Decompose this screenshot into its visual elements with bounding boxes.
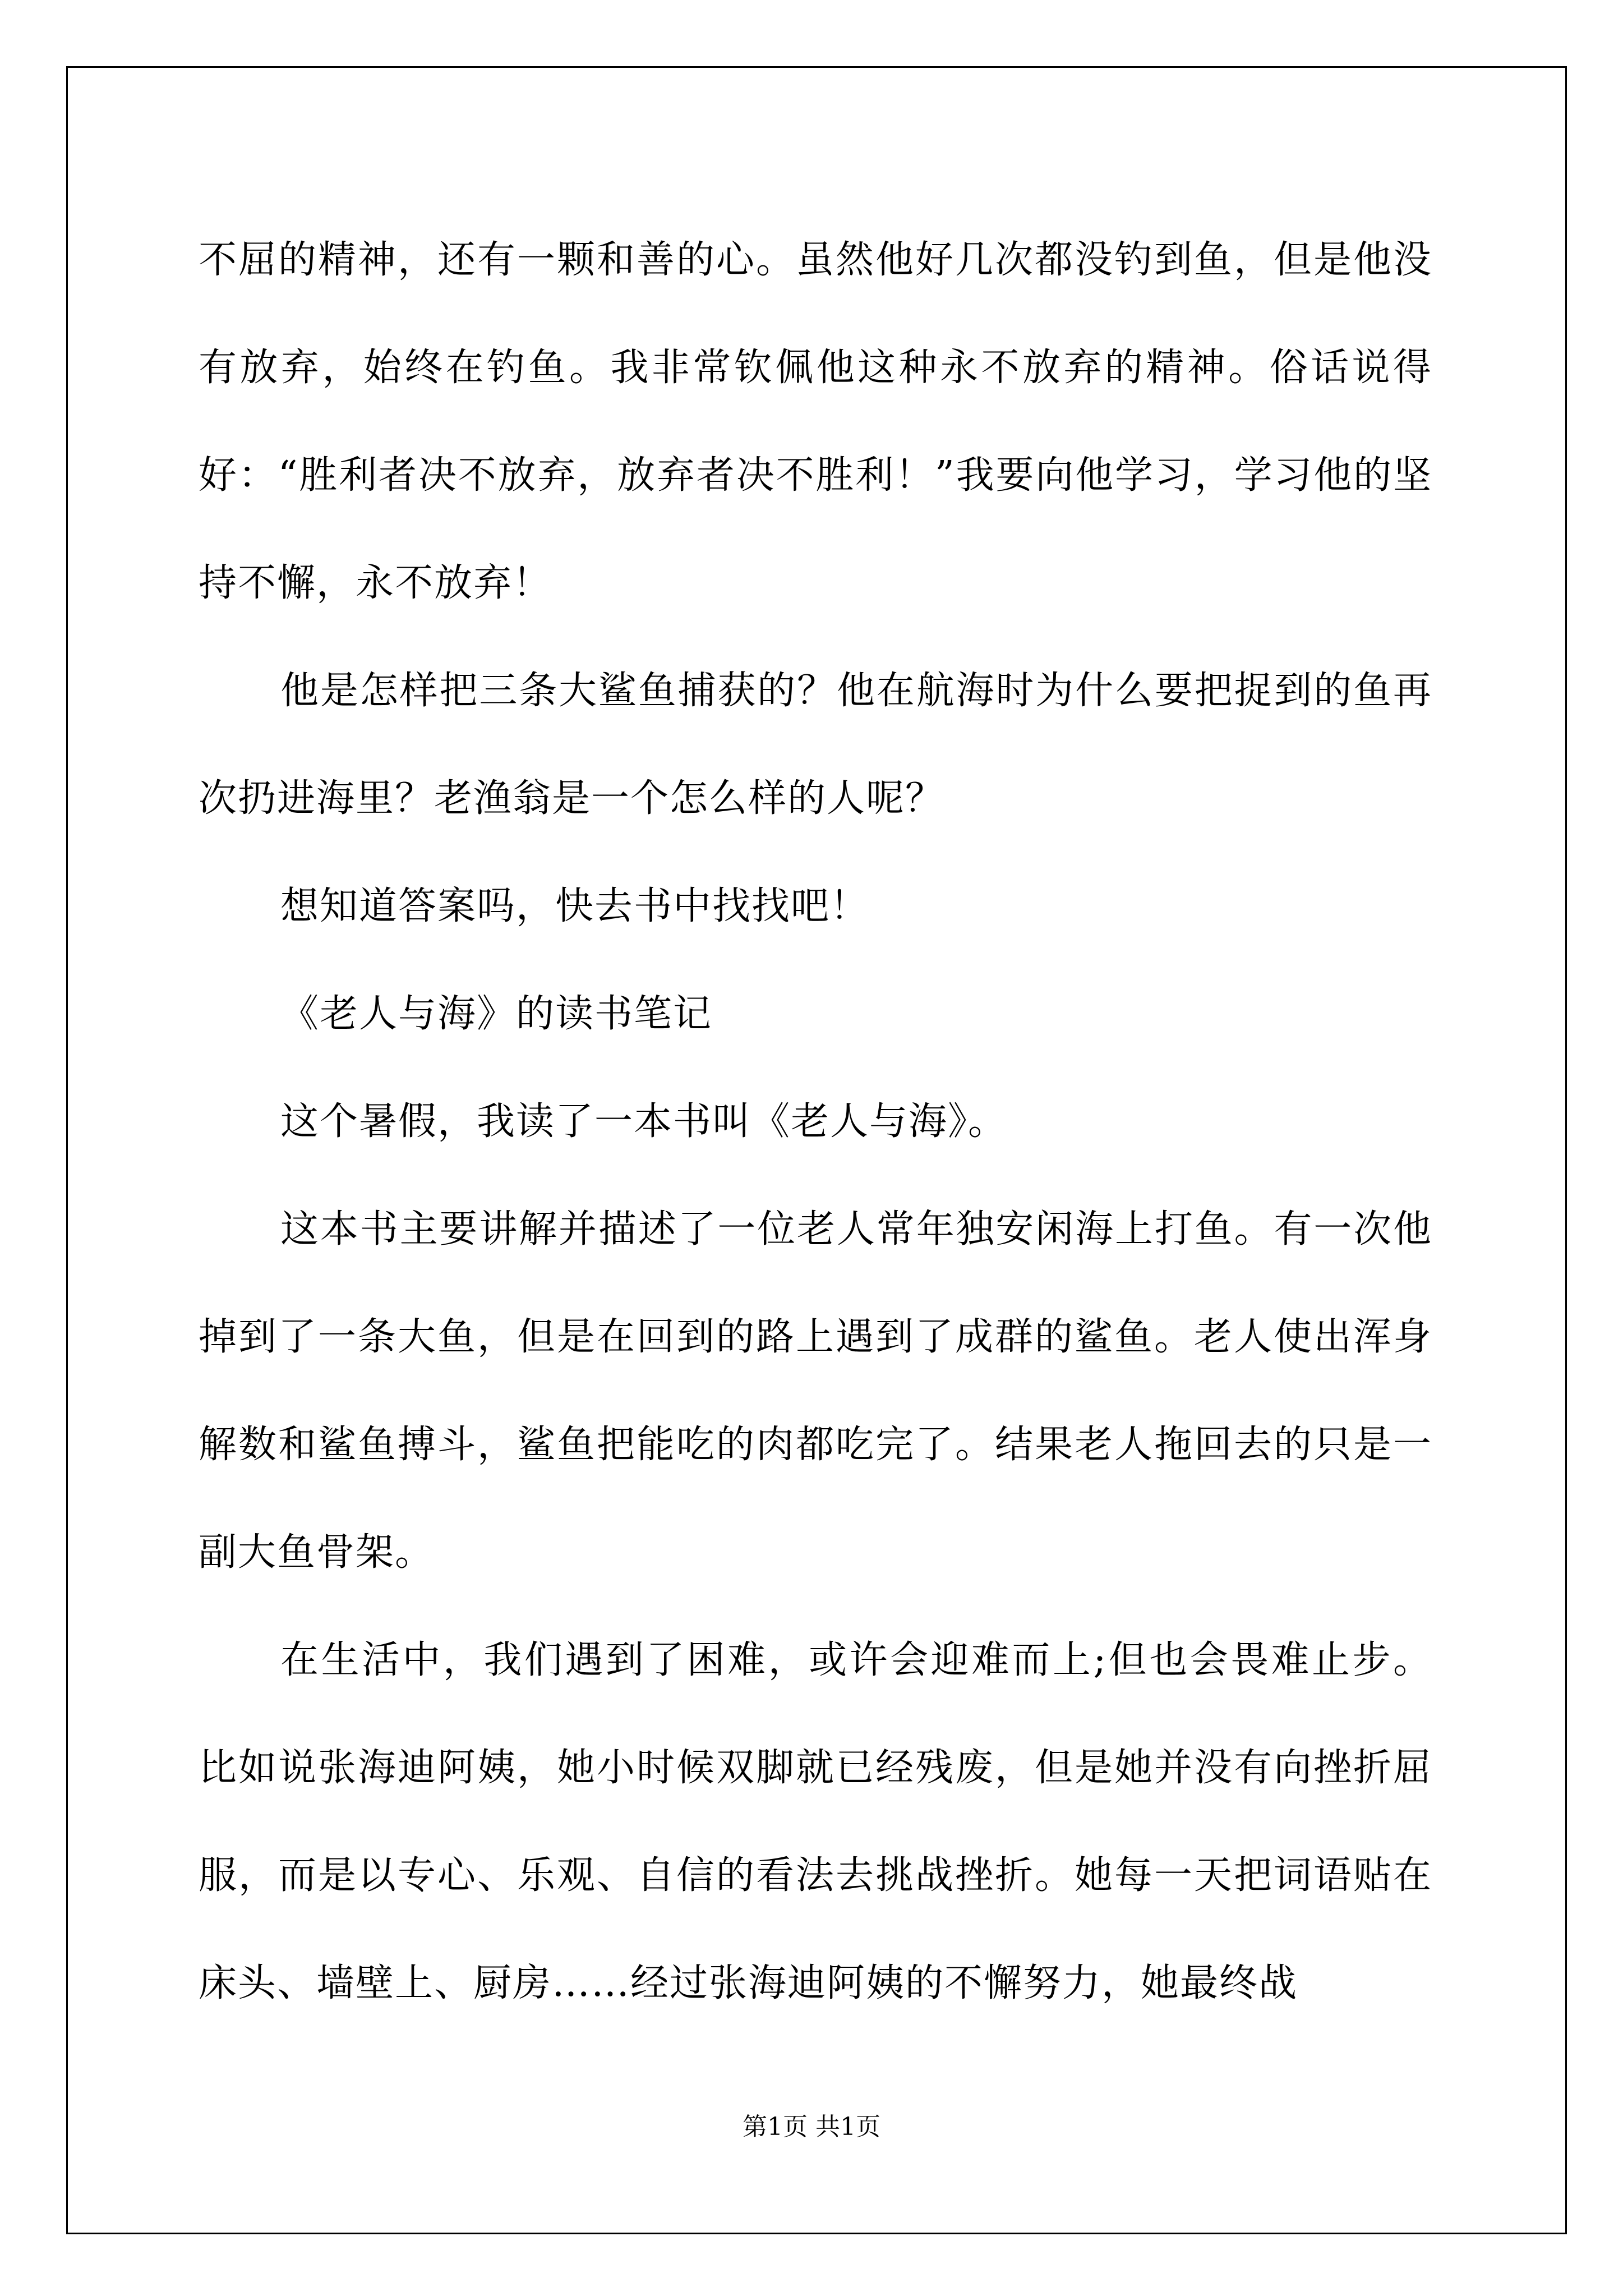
section-title: 《老人与海》的读书笔记 bbox=[280, 992, 713, 1036]
page-footer: 第1页 共1页 bbox=[743, 2113, 880, 2141]
document-body bbox=[199, 206, 1432, 2037]
paragraph: 这本书主要讲解并描述了一位老人常年独安闲海上打鱼。有一次他掉到了一条大鱼，但是在回到的路上遇到了成群的鲨鱼。老人使出浑身解数和鲨鱼搏斗，鲨鱼把能吃的肉都吃完了。结果老人拖回去的只是一副大鱼骨架。 bbox=[199, 1207, 1432, 1575]
paragraph: 不屈的精神，还有一颗和善的心。虽然他好几次都没钓到鱼，但是他没有放弃，始终在钓鱼。我非常钦佩他这种永不放弃的精神。俗话说得好：“胜利者决不放弃，放弃者决不胜利！”我要向他学习，学习他的坚持不懈，永不放弃！ bbox=[199, 238, 1432, 605]
paragraph: 这个暑假，我读了一本书叫《老人与海》。 bbox=[280, 1099, 1008, 1144]
paragraph: 他是怎样把三条大鲨鱼捕获的？他在航海时为什么要把捉到的鱼再次扔进海里？老渔翁是一个怎么样的人呢？ bbox=[199, 669, 1432, 821]
paragraph: 想知道答案吗，快去书中找找吧！ bbox=[280, 884, 870, 928]
paragraph: 在生活中，我们遇到了困难，或许会迎难而上;但也会畏难止步。比如说张海迪阿姨，她小时候双脚就已经残废，但是她并没有向挫折屈服，而是以专心、乐观、自信的看法去挑战挫折。她每一天把词语贴在床头、墙壁上、厨房……经过张海迪阿姨的不懈努力，她最终战 bbox=[199, 1638, 1432, 2005]
